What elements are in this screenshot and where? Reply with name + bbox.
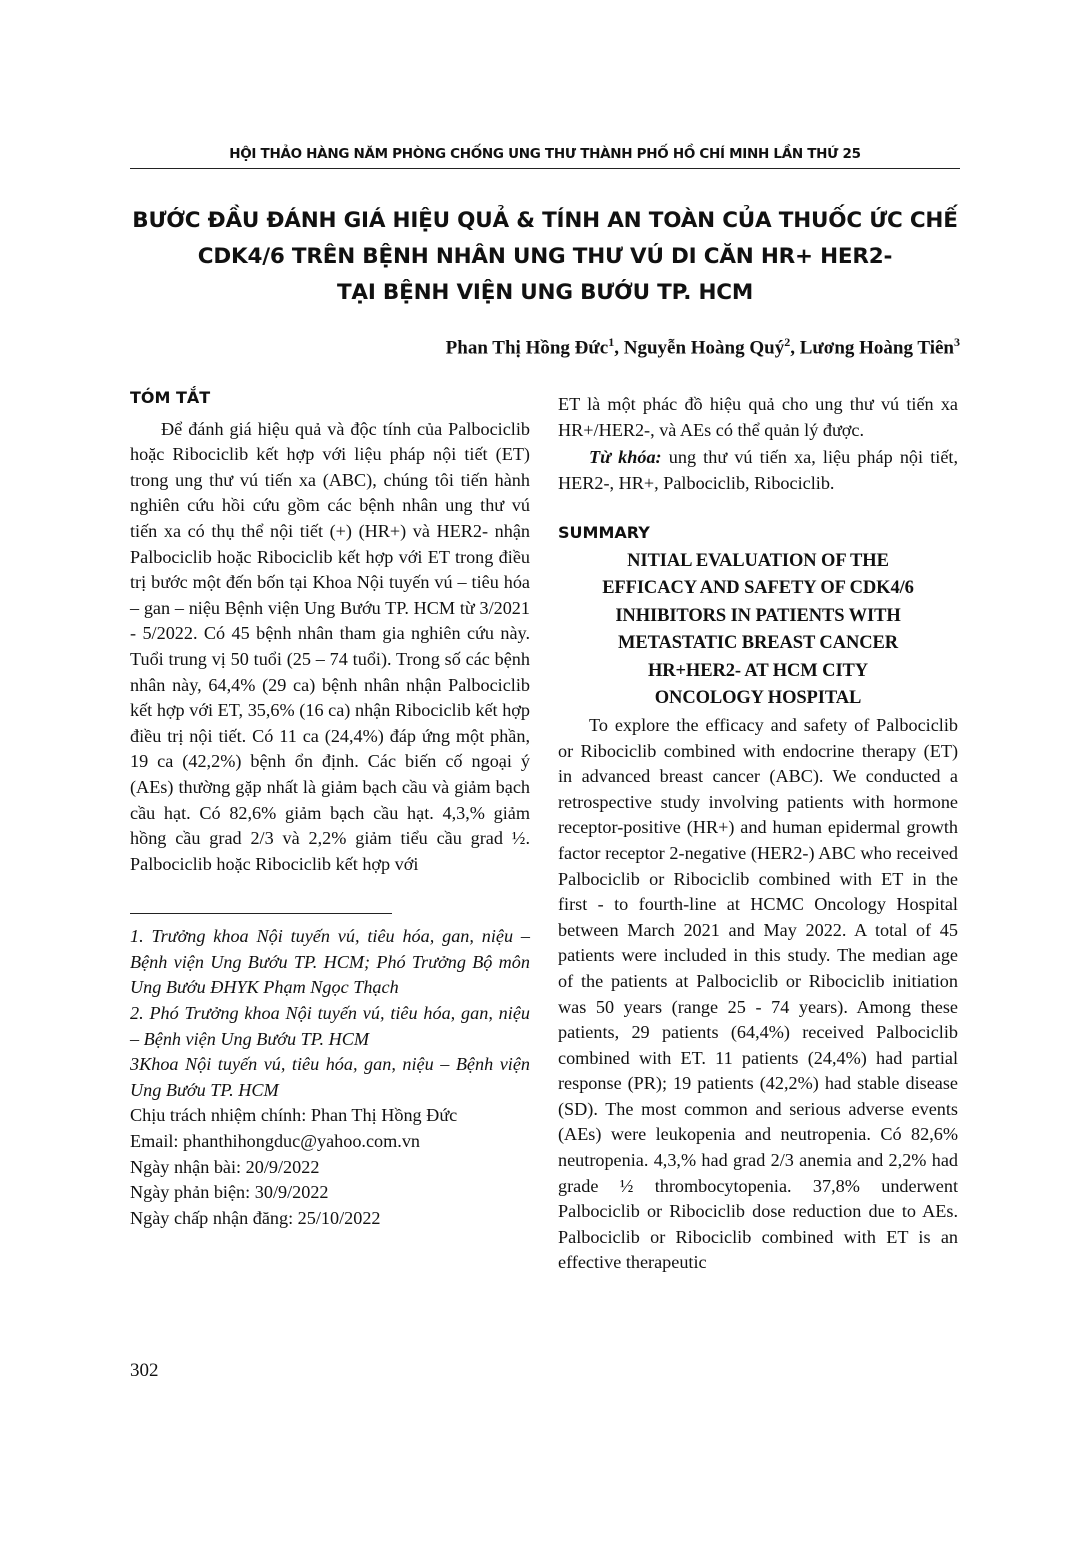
- author-affiliation: 3: [954, 335, 960, 349]
- keywords: [558, 445, 958, 496]
- right-column: [558, 392, 958, 1276]
- summary-body: To explore the efficacy and safety of Palbociclib or Ribociclib combined with endocrine therapy (ET) in advanced breast cancer (ABC). We conducted a retrospective study involving patients with hormone receptor-positive (HR+) and human epidermal growth factor receptor 2-negative (HER2-) ABC who received Palbociclib or Ribociclib combined with ET in the first - to fourth-line at HCMC Oncology Hospital between March 2021 and May 2022. A total of 45 patients were included in this study. The median age of the patients at Palbociclib or Ribociclib initiation was 50 years (range 25 - 74 years). Among these patients, 29 patients (64,4%) received Palbociclib combined with ET. 11 patients (24,4%) had partial response (PR); 19 patients (42,2%) had stable disease (SD). The most common and serious adverse events (AEs) were leukopenia and neutropenia. Có 82,6% neutropenia. 4,3,% had grad 2/3 anemia and 2,2% had grade ½ thrombocytopenia. 37,8% underwent Palbociclib or Ribociclib dose reduction due to AEs. Palbociclib or Ribociclib combined with ET is an effective therapeutic: [558, 714, 958, 1273]
- summary-title-line: NITIAL EVALUATION OF THE: [627, 550, 889, 571]
- keywords-text: ung thư vú tiến xa, liệu pháp nội tiết, HER2-, HR+, Palbociclib, Ribociclib.: [558, 447, 958, 493]
- email: Email: phanthihongduc@yahoo.com.vn: [130, 1131, 421, 1152]
- page-number: 302: [130, 1360, 159, 1381]
- author-name: Nguyễn Hoàng Quý: [623, 337, 785, 359]
- running-header: HỘI THẢO HÀNG NĂM PHÒNG CHỐNG UNG THƯ THÀNH PHỐ HỒ CHÍ MINH LẦN THỨ 25: [229, 146, 861, 162]
- abstract-heading: TÓM TẮT: [130, 388, 211, 407]
- summary-title-line: HR+HER2- AT HCM CITY: [647, 660, 869, 681]
- abstract-body: Để đánh giá hiệu quả và độc tính của Palbociclib hoặc Ribociclib kết hợp với liệu pháp nội tiết (ET) trong ung thư vú tiến xa (ABC), chúng tôi tiến hành nghiên cứu hồi cứu gồm các bệnh nhân ung thư vú tiến xa có thụ thể nội tiết (+) (HR+) và HER2- nhận Palbociclib hoặc Ribociclib kết hợp với ET trong điều trị bước một đến bốn tại Khoa Nội tuyến vú – tiêu hóa – gan – niệu Bệnh viện Ung Bướu TP. HCM từ 3/2021 - 5/2022. Có 45 bệnh nhân tham gia nghiên cứu này. Tuổi trung vị 50 tuổi (25 – 74 tuổi). Trong số các bệnh nhân này, 64,4% (29 ca) bệnh nhân nhận Palbociclib kết hợp với ET, 35,6% (16 ca) nhận Ribociclib kết hợp điều trị nội tiết. Có 11 ca (24,4%) đáp ứng một phần, 19 ca (42,2%) bệnh ổn định. Các biến cố ngoại ý (AEs) thường gặp nhất là giảm bạch cầu và giảm bạch cầu hạt. Có 82,6% giảm bạch cầu hạt. 4,3,% giảm hồng cầu grad 2/3 và 2,2% giảm tiểu cầu grad ½. Palbociclib hoặc Ribociclib kết hợp với: [130, 418, 530, 874]
- summary-title-line: METASTATIC BREAST CANCER: [618, 633, 898, 654]
- summary-title: [558, 548, 958, 713]
- date-reviewed: Ngày phản biện: 30/9/2022: [130, 1182, 329, 1203]
- keywords-label: Từ khóa:: [589, 447, 662, 468]
- summary-heading: SUMMARY: [558, 523, 650, 543]
- author-separator: ,: [790, 337, 800, 359]
- summary-title-line: INHIBITORS IN PATIENTS WITH: [615, 605, 901, 626]
- author-list: [130, 335, 960, 359]
- author-affiliation: 2: [784, 335, 791, 349]
- author-name: Phan Thị Hồng Đức: [445, 337, 609, 359]
- date-received: Ngày nhận bài: 20/9/2022: [130, 1156, 320, 1177]
- footnote-rule: [130, 913, 392, 914]
- paper-title: [120, 203, 970, 311]
- summary-title-line: EFFICACY AND SAFETY OF CDK4/6: [602, 578, 914, 599]
- date-accepted: Ngày chấp nhận đăng: 25/10/2022: [130, 1207, 381, 1228]
- corresponding-author: Chịu trách nhiệm chính: Phan Thị Hồng Đức: [130, 1105, 458, 1126]
- author-separator: ,: [614, 337, 624, 359]
- title-line: BƯỚC ĐẦU ĐÁNH GIÁ HIỆU QUẢ & TÍNH AN TOÀN CỦA THUỐC ỨC CHẾ: [132, 208, 958, 233]
- title-line: CDK4/6 TRÊN BỆNH NHÂN UNG THƯ VÚ DI CĂN HR+ HER2-: [197, 244, 893, 269]
- summary-title-line: ONCOLOGY HOSPITAL: [654, 688, 862, 709]
- footnote: 1. Trưởng khoa Nội tuyến vú, tiêu hóa, gan, niệu – Bệnh viện Ung Bướu TP. HCM; Phó Trưởng Bộ môn Ung Bướu ĐHYK Phạm Ngọc Thạch: [130, 926, 530, 998]
- header-rule: [130, 168, 960, 169]
- footnote: 3Khoa Nội tuyến vú, tiêu hóa, gan, niệu – Bệnh viện Ung Bướu TP. HCM: [130, 1054, 530, 1100]
- abstract-continuation: ET là một phác đồ hiệu quả cho ung thư vú tiến xa HR+/HER2-, và AEs có thể quản lý được.: [558, 394, 958, 440]
- author-name: Lương Hoàng Tiên: [799, 337, 954, 359]
- footnote: 2. Phó Trưởng khoa Nội tuyến vú, tiêu hóa, gan, niệu – Bệnh viện Ung Bướu TP. HCM: [130, 1003, 530, 1049]
- title-line: TẠI BỆNH VIỆN UNG BƯỚU TP. HCM: [336, 280, 754, 305]
- left-column: [130, 385, 530, 1231]
- author-affiliation: 1: [608, 335, 615, 349]
